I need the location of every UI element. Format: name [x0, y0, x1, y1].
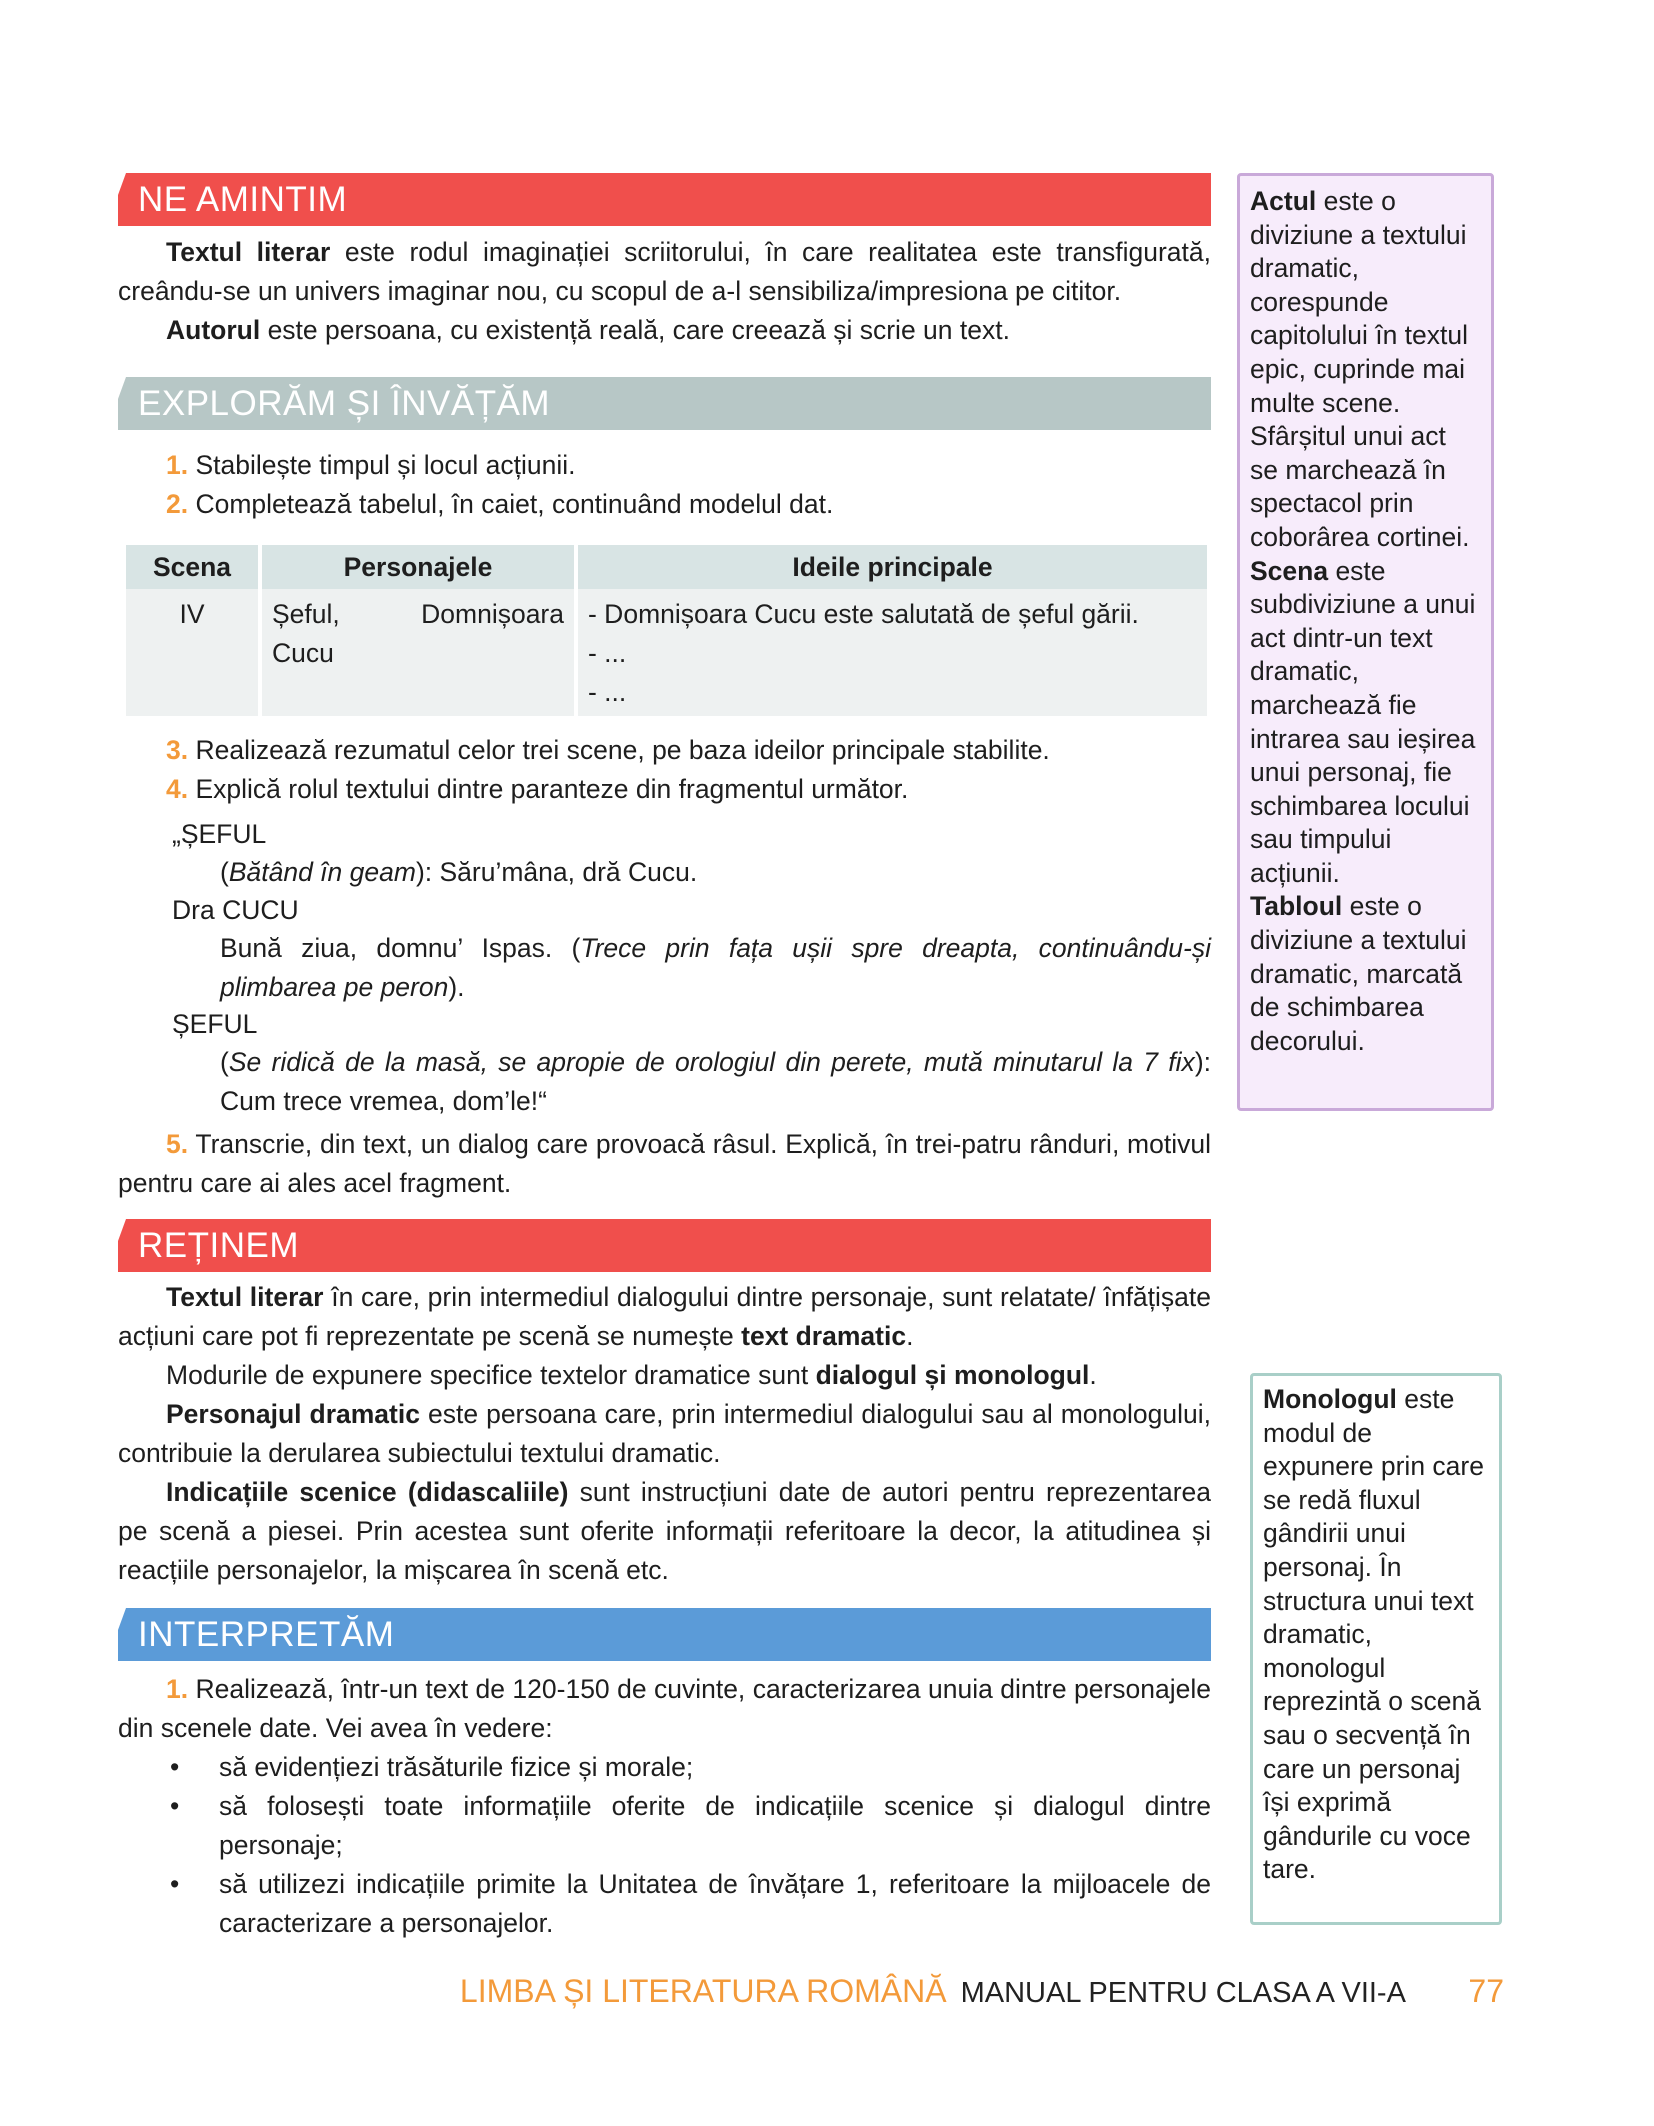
- col-header-ideile: Ideile principale: [578, 545, 1207, 589]
- question-2: 2. Completează tabelul, în caiet, continuând modelul dat.: [166, 489, 834, 519]
- cell-personaje: Șeful, Domnișoara Cucu: [262, 589, 574, 716]
- fragment-line-1: (Bătând în geam): Săru’mâna, dră Cucu.: [220, 857, 698, 887]
- cell-scena: IV: [126, 589, 258, 716]
- question-1: 1. Stabilește timpul și locul acțiunii.: [166, 450, 576, 480]
- sidebar-definition-monolog: Monologul este modul de expunere prin care se redă fluxul gândirii unui personaj. În structura unui text dramatic, monologul reprezintă o scenă sau o secvență în care un personaj își exprimă gândurile cu voce tare.: [1250, 1373, 1502, 1925]
- paragraph-autorul: Autorul este persoana, cu existență reală, care creează și scrie un text.: [166, 315, 1010, 345]
- page-number: 77: [1468, 1973, 1504, 2009]
- section-title: INTERPRETĂM: [138, 1615, 395, 1654]
- question-3: 3. Realizează rezumatul celor trei scene, pe baza ideilor principale stabilite.: [166, 735, 1050, 765]
- section-header-retinem: [118, 1219, 1211, 1272]
- list-item: să utilizezi indicațiile primite la Unitatea de învățare 1, referitoare la mijloacele de caracterizare a personajelor.: [219, 1869, 1211, 1938]
- question-4: 4. Explică rolul textului dintre paranteze din fragmentul următor.: [166, 774, 909, 804]
- col-header-personajele: Personajele: [262, 545, 574, 589]
- scene-table: [122, 545, 1211, 716]
- fragment-line-3: (Se ridică de la masă, se apropie de orologiul din perete, mută minutarul la 7 fix): Cum trece vremea, dom’le!“: [220, 1047, 1211, 1116]
- list-item: să folosești toate informațiile oferite de indicațiile scenice și dialogul dintre personaje;: [219, 1791, 1211, 1860]
- sidebar-definitions-act: Actul este o diviziune a textului dramatic, corespunde capitolului în textul epic, cuprinde mai multe scene. Sfârșitul unui act se marchează în spectacol prin coborârea cortinei. Scena este subdiviziune a unui act dintr-un text dramatic, marchează fie intrarea sau ieșirea unui personaj, fie schimbarea locului sau timpului acțiunii. Tabloul este o diviziune a textului dramatic, marcată de schimbarea decorului.: [1237, 173, 1494, 1111]
- page-footer: [118, 1973, 1504, 2010]
- paragraph-indicatii: Indicațiile scenice (didascaliile) sunt instrucțiuni date de autori pentru reprezentarea pe scenă a piesei. Prin acestea sunt oferite informații referitoare la decor, la atitudinea și reacțiile personajelor, la mișcarea în scenă etc.: [118, 1477, 1211, 1585]
- bullet-icon: •: [170, 1791, 180, 1821]
- bullet-icon: •: [170, 1869, 180, 1899]
- footer-manual: MANUAL PENTRU CLASA A VII-A: [960, 1977, 1405, 2009]
- cell-idei: - Domnișoara Cucu este salutată de șeful gării. - ... - ...: [578, 589, 1207, 716]
- paragraph-text-dramatic: Textul literar în care, prin intermediul dialogului dintre personaje, sunt relatate/ înfățișate acțiuni care pot fi reprezentate pe scenă se numește text dramatic.: [118, 1282, 1212, 1351]
- section-header-exploram: [118, 377, 1211, 430]
- section-header-interpretam: [118, 1608, 1211, 1661]
- section-title: REȚINEM: [138, 1226, 299, 1265]
- table-row: [126, 589, 1207, 716]
- interpretam-question-1: 1. Realizează, într-un text de 120-150 de cuvinte, caracterizarea unuia dintre personajele din scenele date. Vei avea în vedere:: [118, 1674, 1211, 1743]
- fragment-line-2: Bună ziua, domnu’ Ispas. (Trece prin fața ușii spre dreapta, continuându-și plimbarea pe peron).: [220, 933, 1211, 1002]
- section-title: EXPLORĂM ȘI ÎNVĂȚĂM: [138, 384, 551, 423]
- fragment-speaker-3: ȘEFUL: [172, 1009, 258, 1039]
- fragment-speaker-1: „ȘEFUL: [172, 819, 267, 849]
- section-title: NE AMINTIM: [138, 180, 348, 219]
- section-header-ne-amintim: [118, 173, 1211, 226]
- list-item: să evidențiezi trăsăturile fizice și morale;: [219, 1752, 694, 1782]
- footer-subject: LIMBA ȘI LITERATURA ROMÂNĂ: [459, 1973, 947, 2009]
- col-header-scena: Scena: [126, 545, 258, 589]
- fragment-speaker-2: Dra CUCU: [172, 895, 299, 925]
- paragraph-personaj: Personajul dramatic este persoana care, prin intermediul dialogului sau al monologului, contribuie la derularea subiectului textului dramatic.: [118, 1399, 1211, 1468]
- bullet-icon: •: [170, 1752, 180, 1782]
- paragraph-textul-literar: Textul literar este rodul imaginației scriitorului, în care realitatea este transfigurată, creându-se un univers imaginar nou, cu scopul de a-l sensibiliza/impresiona pe cititor.: [118, 237, 1211, 306]
- paragraph-moduri: Modurile de expunere specifice textelor dramatice sunt dialogul și monologul.: [166, 1360, 1097, 1390]
- question-5: 5. Transcrie, din text, un dialog care provoacă râsul. Explică, în trei-patru rânduri, motivul pentru care ai ales acel fragment.: [118, 1129, 1211, 1198]
